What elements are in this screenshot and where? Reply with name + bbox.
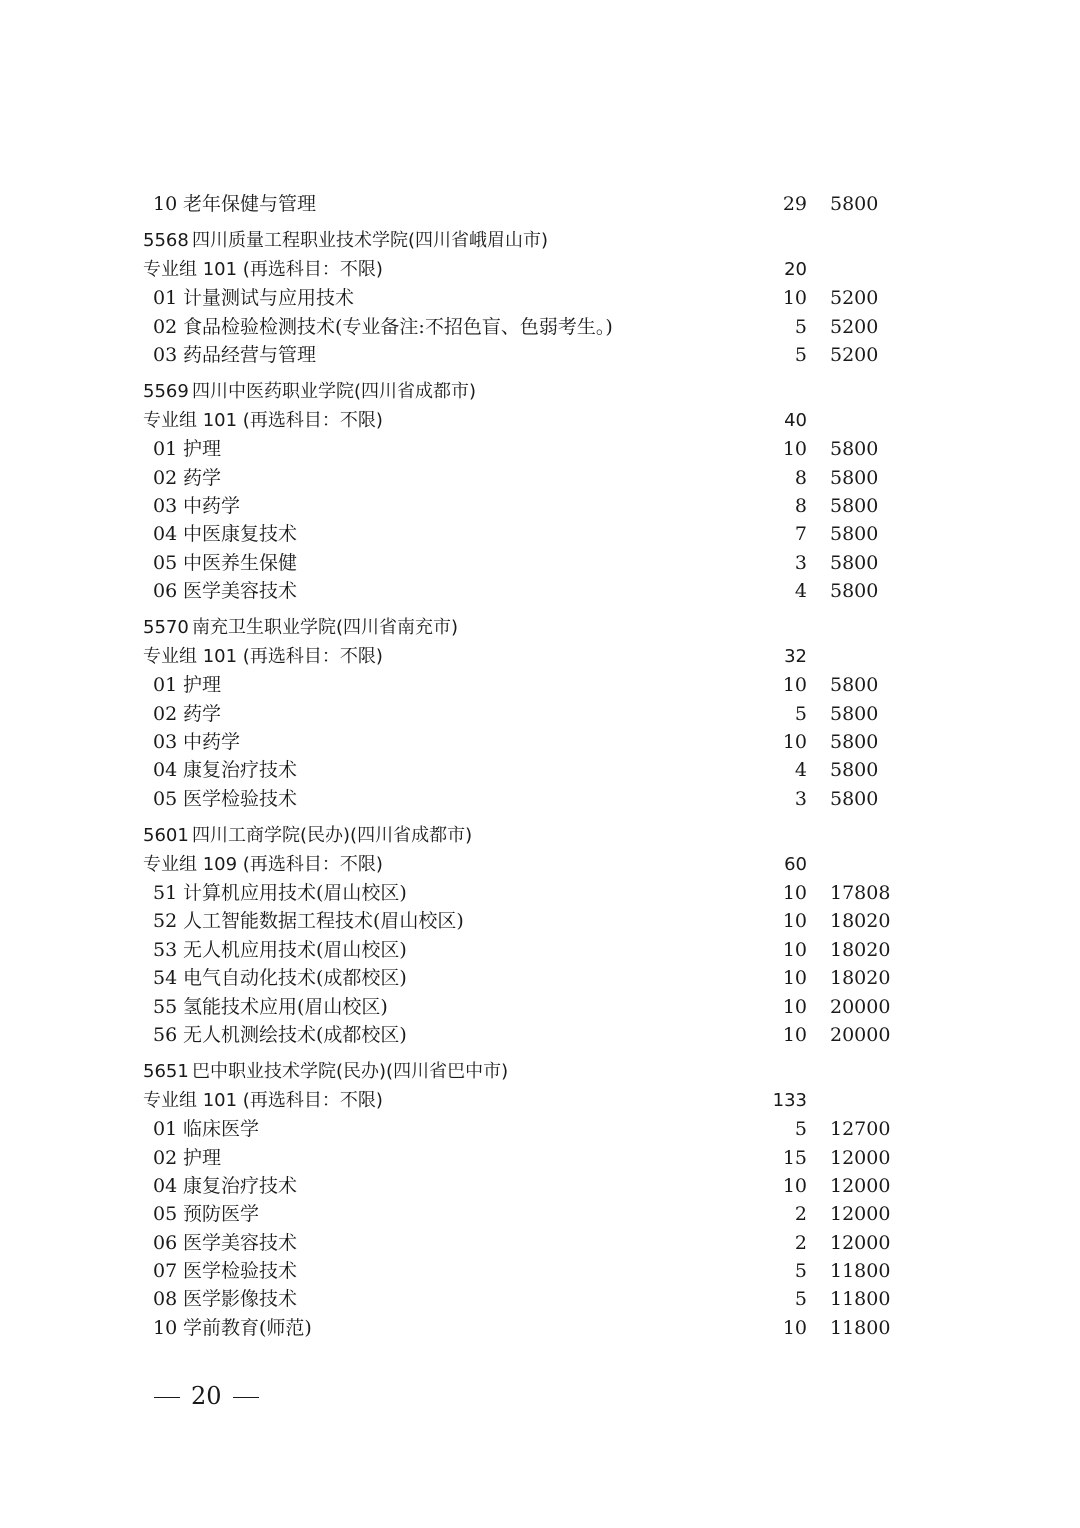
major-code: 55 — [153, 995, 178, 1018]
major-plan-count: 10 — [782, 1316, 807, 1339]
major-tuition-fee: 5200 — [830, 343, 879, 366]
page-number — [143, 1382, 270, 1410]
school-code: 5601 — [143, 825, 189, 847]
major-group-label: 专业组 101 (再选科目：不限) — [143, 409, 383, 431]
major-row — [0, 492, 1080, 520]
major-tuition-fee: 12000 — [830, 1146, 891, 1169]
major-code: 10 — [153, 193, 178, 215]
major-tuition-fee: 12000 — [830, 1231, 891, 1254]
major-name: 药学 — [183, 702, 222, 725]
major-code: 01 — [153, 287, 178, 310]
major-code: 10 — [153, 1316, 178, 1339]
major-plan-count: 5 — [794, 315, 807, 338]
major-name: 药学 — [183, 466, 222, 489]
major-plan-count: 4 — [794, 580, 807, 603]
major-row — [0, 993, 1080, 1021]
major-code: 03 — [153, 731, 178, 754]
major-plan-count: 5 — [794, 343, 807, 366]
major-row — [0, 284, 1080, 312]
major-code: 04 — [153, 759, 178, 782]
major-plan-count: 10 — [782, 881, 807, 904]
major-code: 01 — [153, 438, 178, 461]
major-code: 01 — [153, 1118, 178, 1141]
major-group-header — [0, 851, 1080, 879]
major-plan-count: 10 — [782, 1023, 807, 1046]
major-group-label: 专业组 101 (再选科目：不限) — [143, 1089, 383, 1111]
major-code: 05 — [153, 787, 178, 810]
major-code: 52 — [153, 910, 178, 933]
major-plan-count: 15 — [782, 1146, 807, 1169]
major-row — [0, 785, 1080, 813]
major-tuition-fee: 5800 — [830, 494, 879, 517]
major-row — [0, 964, 1080, 992]
major-code: 51 — [153, 881, 178, 904]
major-group-plan-count: 20 — [784, 258, 807, 280]
major-name: 护理 — [183, 1146, 222, 1169]
major-group-header — [0, 643, 1080, 671]
major-row — [0, 1172, 1080, 1200]
major-group-label: 专业组 101 (再选科目：不限) — [143, 258, 383, 280]
major-tuition-fee: 11800 — [830, 1288, 891, 1311]
major-plan-count: 4 — [794, 759, 807, 782]
major-tuition-fee: 5800 — [830, 787, 879, 810]
major-group-label: 专业组 101 (再选科目：不限) — [143, 645, 383, 667]
major-code: 07 — [153, 1260, 178, 1283]
major-code: 08 — [153, 1288, 178, 1311]
major-row — [0, 1314, 1080, 1342]
major-tuition-fee: 18020 — [830, 967, 891, 990]
major-name: 医学美容技术 — [183, 580, 298, 603]
major-plan-count: 10 — [782, 438, 807, 461]
major-plan-count: 5 — [794, 1118, 807, 1141]
school-name: 四川质量工程职业技术学院(四川省峨眉山市) — [192, 230, 549, 252]
major-name: 康复治疗技术 — [183, 759, 298, 782]
major-code: 04 — [153, 1174, 178, 1197]
major-code: 05 — [153, 1203, 178, 1226]
major-plan-count: 10 — [782, 910, 807, 933]
major-name: 计算机应用技术(眉山校区) — [183, 881, 407, 904]
major-tuition-fee: 11800 — [830, 1316, 891, 1339]
major-tuition-fee: 12000 — [830, 1203, 891, 1226]
major-tuition-fee: 5800 — [830, 523, 879, 546]
major-tuition-fee: 5800 — [830, 193, 879, 215]
major-tuition-fee: 5800 — [830, 466, 879, 489]
major-name: 食品检验检测技术(专业备注:不招色盲、色弱考生。) — [183, 315, 613, 338]
major-code: 05 — [153, 551, 178, 574]
major-tuition-fee: 5800 — [830, 702, 879, 725]
major-name: 氢能技术应用(眉山校区) — [183, 995, 388, 1018]
major-row — [0, 1229, 1080, 1257]
major-row — [0, 728, 1080, 756]
major-plan-count: 5 — [794, 1260, 807, 1283]
major-code: 06 — [153, 580, 178, 603]
major-row — [0, 549, 1080, 577]
major-row — [0, 341, 1080, 369]
major-tuition-fee: 18020 — [830, 938, 891, 961]
major-group-plan-count: 133 — [772, 1089, 807, 1111]
school-header — [0, 227, 1080, 255]
major-row — [0, 1115, 1080, 1143]
major-row — [0, 1200, 1080, 1228]
page-number-dash-right — [233, 1397, 259, 1398]
major-plan-count: 10 — [782, 731, 807, 754]
major-plan-count: 2 — [794, 1203, 807, 1226]
major-code: 53 — [153, 938, 178, 961]
page-number-value: 20 — [191, 1382, 222, 1410]
major-tuition-fee: 5800 — [830, 580, 879, 603]
major-row — [0, 464, 1080, 492]
major-plan-count: 5 — [794, 1288, 807, 1311]
major-name: 医学美容技术 — [183, 1231, 298, 1254]
major-plan-count: 8 — [794, 494, 807, 517]
school-code: 5568 — [143, 230, 189, 252]
major-name: 电气自动化技术(成都校区) — [183, 967, 407, 990]
major-tuition-fee: 5800 — [830, 731, 879, 754]
major-tuition-fee: 17808 — [830, 881, 891, 904]
major-name: 康复治疗技术 — [183, 1174, 298, 1197]
major-row — [0, 435, 1080, 463]
school-header — [0, 614, 1080, 642]
major-row — [0, 1285, 1080, 1313]
major-row — [0, 1257, 1080, 1285]
school-name: 四川工商学院(民办)(四川省成都市) — [192, 825, 473, 847]
major-group-plan-count: 32 — [784, 645, 807, 667]
major-name: 医学影像技术 — [183, 1288, 298, 1311]
major-name: 护理 — [183, 438, 222, 461]
school-header — [0, 822, 1080, 850]
major-name: 临床医学 — [183, 1118, 260, 1141]
major-row — [0, 879, 1080, 907]
major-tuition-fee: 5200 — [830, 287, 879, 310]
major-name: 中医养生保健 — [183, 551, 298, 574]
major-row — [0, 1144, 1080, 1172]
major-row — [0, 936, 1080, 964]
major-row — [0, 577, 1080, 605]
major-name: 中药学 — [183, 731, 241, 754]
major-code: 54 — [153, 967, 178, 990]
major-name: 医学检验技术 — [183, 1260, 298, 1283]
major-plan-count: 8 — [794, 466, 807, 489]
major-plan-count: 10 — [782, 674, 807, 697]
major-group-plan-count: 40 — [784, 409, 807, 431]
major-code: 02 — [153, 702, 178, 725]
enrollment-plan-list — [0, 190, 1080, 1342]
major-name: 中医康复技术 — [183, 523, 298, 546]
major-code: 02 — [153, 1146, 178, 1169]
major-plan-count: 10 — [782, 938, 807, 961]
major-name: 学前教育(师范) — [183, 1316, 312, 1339]
major-name: 无人机应用技术(眉山校区) — [183, 938, 407, 961]
major-row — [0, 190, 1080, 218]
major-plan-count: 2 — [794, 1231, 807, 1254]
major-tuition-fee: 20000 — [830, 1023, 891, 1046]
major-code: 02 — [153, 466, 178, 489]
school-header — [0, 378, 1080, 406]
major-row — [0, 1021, 1080, 1049]
major-tuition-fee: 12700 — [830, 1118, 891, 1141]
major-row — [0, 520, 1080, 548]
major-tuition-fee: 5800 — [830, 551, 879, 574]
major-group-plan-count: 60 — [784, 853, 807, 875]
major-plan-count: 10 — [782, 995, 807, 1018]
major-group-header — [0, 1087, 1080, 1115]
major-row — [0, 313, 1080, 341]
major-tuition-fee: 5200 — [830, 315, 879, 338]
major-tuition-fee: 5800 — [830, 438, 879, 461]
major-tuition-fee: 5800 — [830, 674, 879, 697]
major-plan-count: 10 — [782, 967, 807, 990]
major-row — [0, 907, 1080, 935]
school-code: 5570 — [143, 617, 189, 639]
school-code: 5651 — [143, 1061, 189, 1083]
school-code: 5569 — [143, 381, 189, 403]
major-group-header — [0, 256, 1080, 284]
major-name: 医学检验技术 — [183, 787, 298, 810]
major-plan-count: 10 — [782, 287, 807, 310]
school-name: 南充卫生职业学院(四川省南充市) — [192, 617, 459, 639]
major-code: 04 — [153, 523, 178, 546]
school-name: 四川中医药职业学院(四川省成都市) — [192, 381, 477, 403]
school-name: 巴中职业技术学院(民办)(四川省巴中市) — [192, 1061, 509, 1083]
major-name: 中药学 — [183, 494, 241, 517]
major-group-label: 专业组 109 (再选科目：不限) — [143, 853, 383, 875]
major-plan-count: 5 — [794, 702, 807, 725]
school-header — [0, 1058, 1080, 1086]
major-name: 药品经营与管理 — [183, 343, 317, 366]
major-name: 人工智能数据工程技术(眉山校区) — [183, 910, 464, 933]
major-plan-count: 10 — [782, 1174, 807, 1197]
major-code: 06 — [153, 1231, 178, 1254]
major-row — [0, 756, 1080, 784]
major-name: 计量测试与应用技术 — [183, 287, 355, 310]
major-tuition-fee: 20000 — [830, 995, 891, 1018]
major-group-header — [0, 407, 1080, 435]
major-code: 56 — [153, 1023, 178, 1046]
major-tuition-fee: 12000 — [830, 1174, 891, 1197]
major-name: 老年保健与管理 — [183, 193, 317, 215]
major-plan-count: 29 — [782, 193, 807, 215]
major-tuition-fee: 11800 — [830, 1260, 891, 1283]
major-code: 01 — [153, 674, 178, 697]
major-name: 预防医学 — [183, 1203, 260, 1226]
major-code: 02 — [153, 315, 178, 338]
major-code: 03 — [153, 494, 178, 517]
major-row — [0, 700, 1080, 728]
major-name: 护理 — [183, 674, 222, 697]
major-plan-count: 3 — [794, 787, 807, 810]
major-tuition-fee: 5800 — [830, 759, 879, 782]
major-plan-count: 3 — [794, 551, 807, 574]
major-plan-count: 7 — [794, 523, 807, 546]
page-number-dash-left — [154, 1397, 180, 1398]
major-name: 无人机测绘技术(成都校区) — [183, 1023, 407, 1046]
major-row — [0, 671, 1080, 699]
major-tuition-fee: 18020 — [830, 910, 891, 933]
major-code: 03 — [153, 343, 178, 366]
